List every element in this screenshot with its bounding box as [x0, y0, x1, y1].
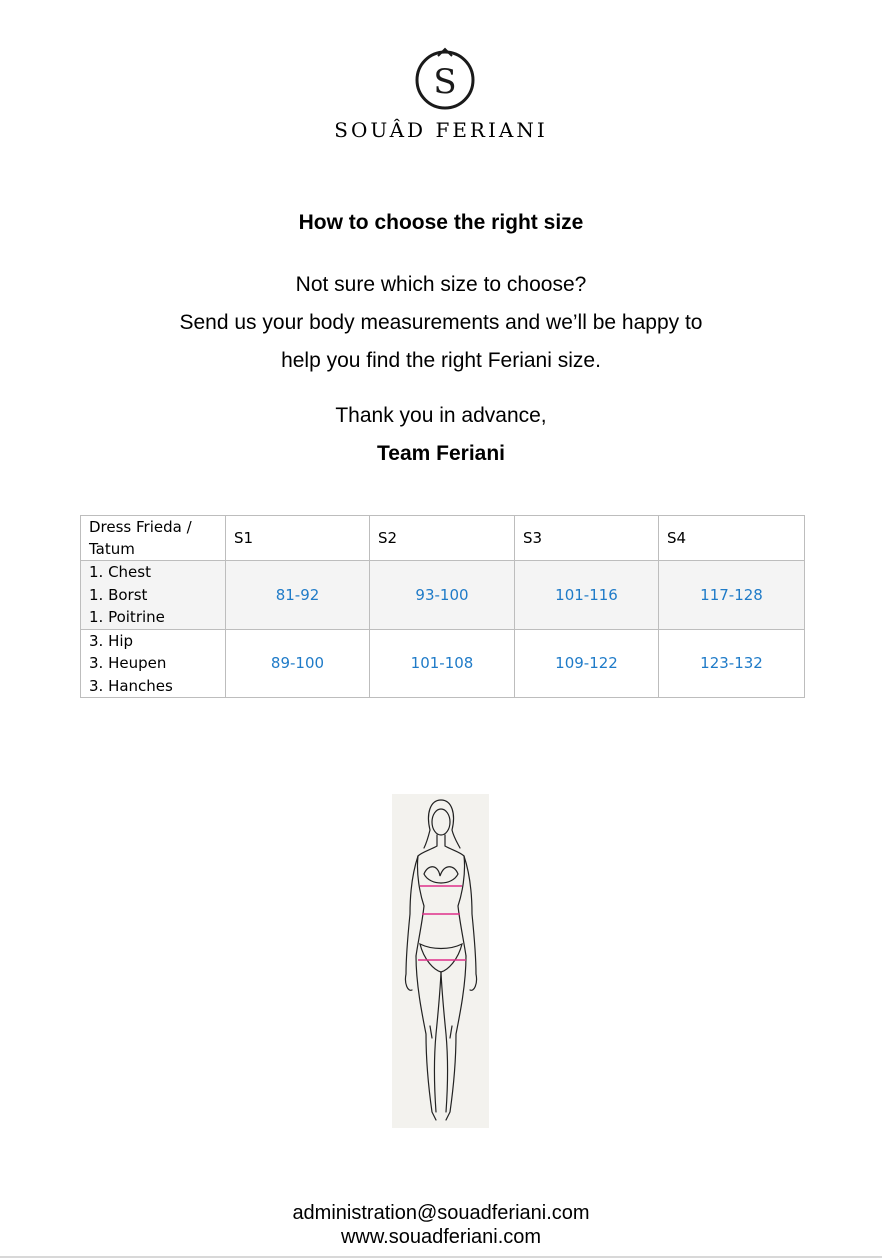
brand-logo-icon	[413, 44, 477, 110]
contact-email-link[interactable]: administration@souadferiani.com	[292, 1202, 590, 1224]
measurement-value: 123-132	[659, 629, 805, 698]
team-signature: Team Feriani	[377, 442, 505, 465]
size-header: S4	[659, 516, 805, 561]
measurement-value: 89-100	[226, 629, 370, 698]
measurement-value: 109-122	[515, 629, 659, 698]
page-title: How to choose the right size	[298, 211, 584, 234]
intro-line: Not sure which size to choose?	[295, 273, 587, 296]
body-measurement-illustration-icon	[392, 794, 489, 1128]
size-chart-table	[80, 515, 805, 698]
measurement-value: 117-128	[659, 561, 805, 630]
thanks-text: Thank you in advance,	[335, 404, 547, 427]
measurement-value: 101-108	[370, 629, 515, 698]
table-row-hip	[81, 629, 805, 698]
brand-name: SOUÂD FERIANI	[334, 118, 548, 142]
measurement-value: 101-116	[515, 561, 659, 630]
table-row-chest	[81, 561, 805, 630]
measurement-label-cell: 3. Hip 3. Heupen 3. Hanches	[81, 629, 226, 698]
measurement-label-cell: 1. Chest 1. Borst 1. Poitrine	[81, 561, 226, 630]
size-header: S1	[226, 516, 370, 561]
intro-text	[0, 266, 882, 380]
size-header: S3	[515, 516, 659, 561]
measurement-value: 81-92	[226, 561, 370, 630]
footer-contact	[0, 1201, 882, 1249]
product-name-cell: Dress Frieda / Tatum	[81, 516, 226, 561]
closing	[0, 397, 882, 473]
brand-monogram: S	[433, 62, 457, 102]
size-header: S2	[370, 516, 515, 561]
website-link[interactable]: www.souadferiani.com	[340, 1226, 542, 1248]
table-header-row	[81, 516, 805, 561]
measurement-value: 93-100	[370, 561, 515, 630]
intro-line: Send us your body measurements and we’ll be happy to	[179, 311, 703, 334]
intro-line: help you find the right Feriani size.	[281, 349, 601, 372]
